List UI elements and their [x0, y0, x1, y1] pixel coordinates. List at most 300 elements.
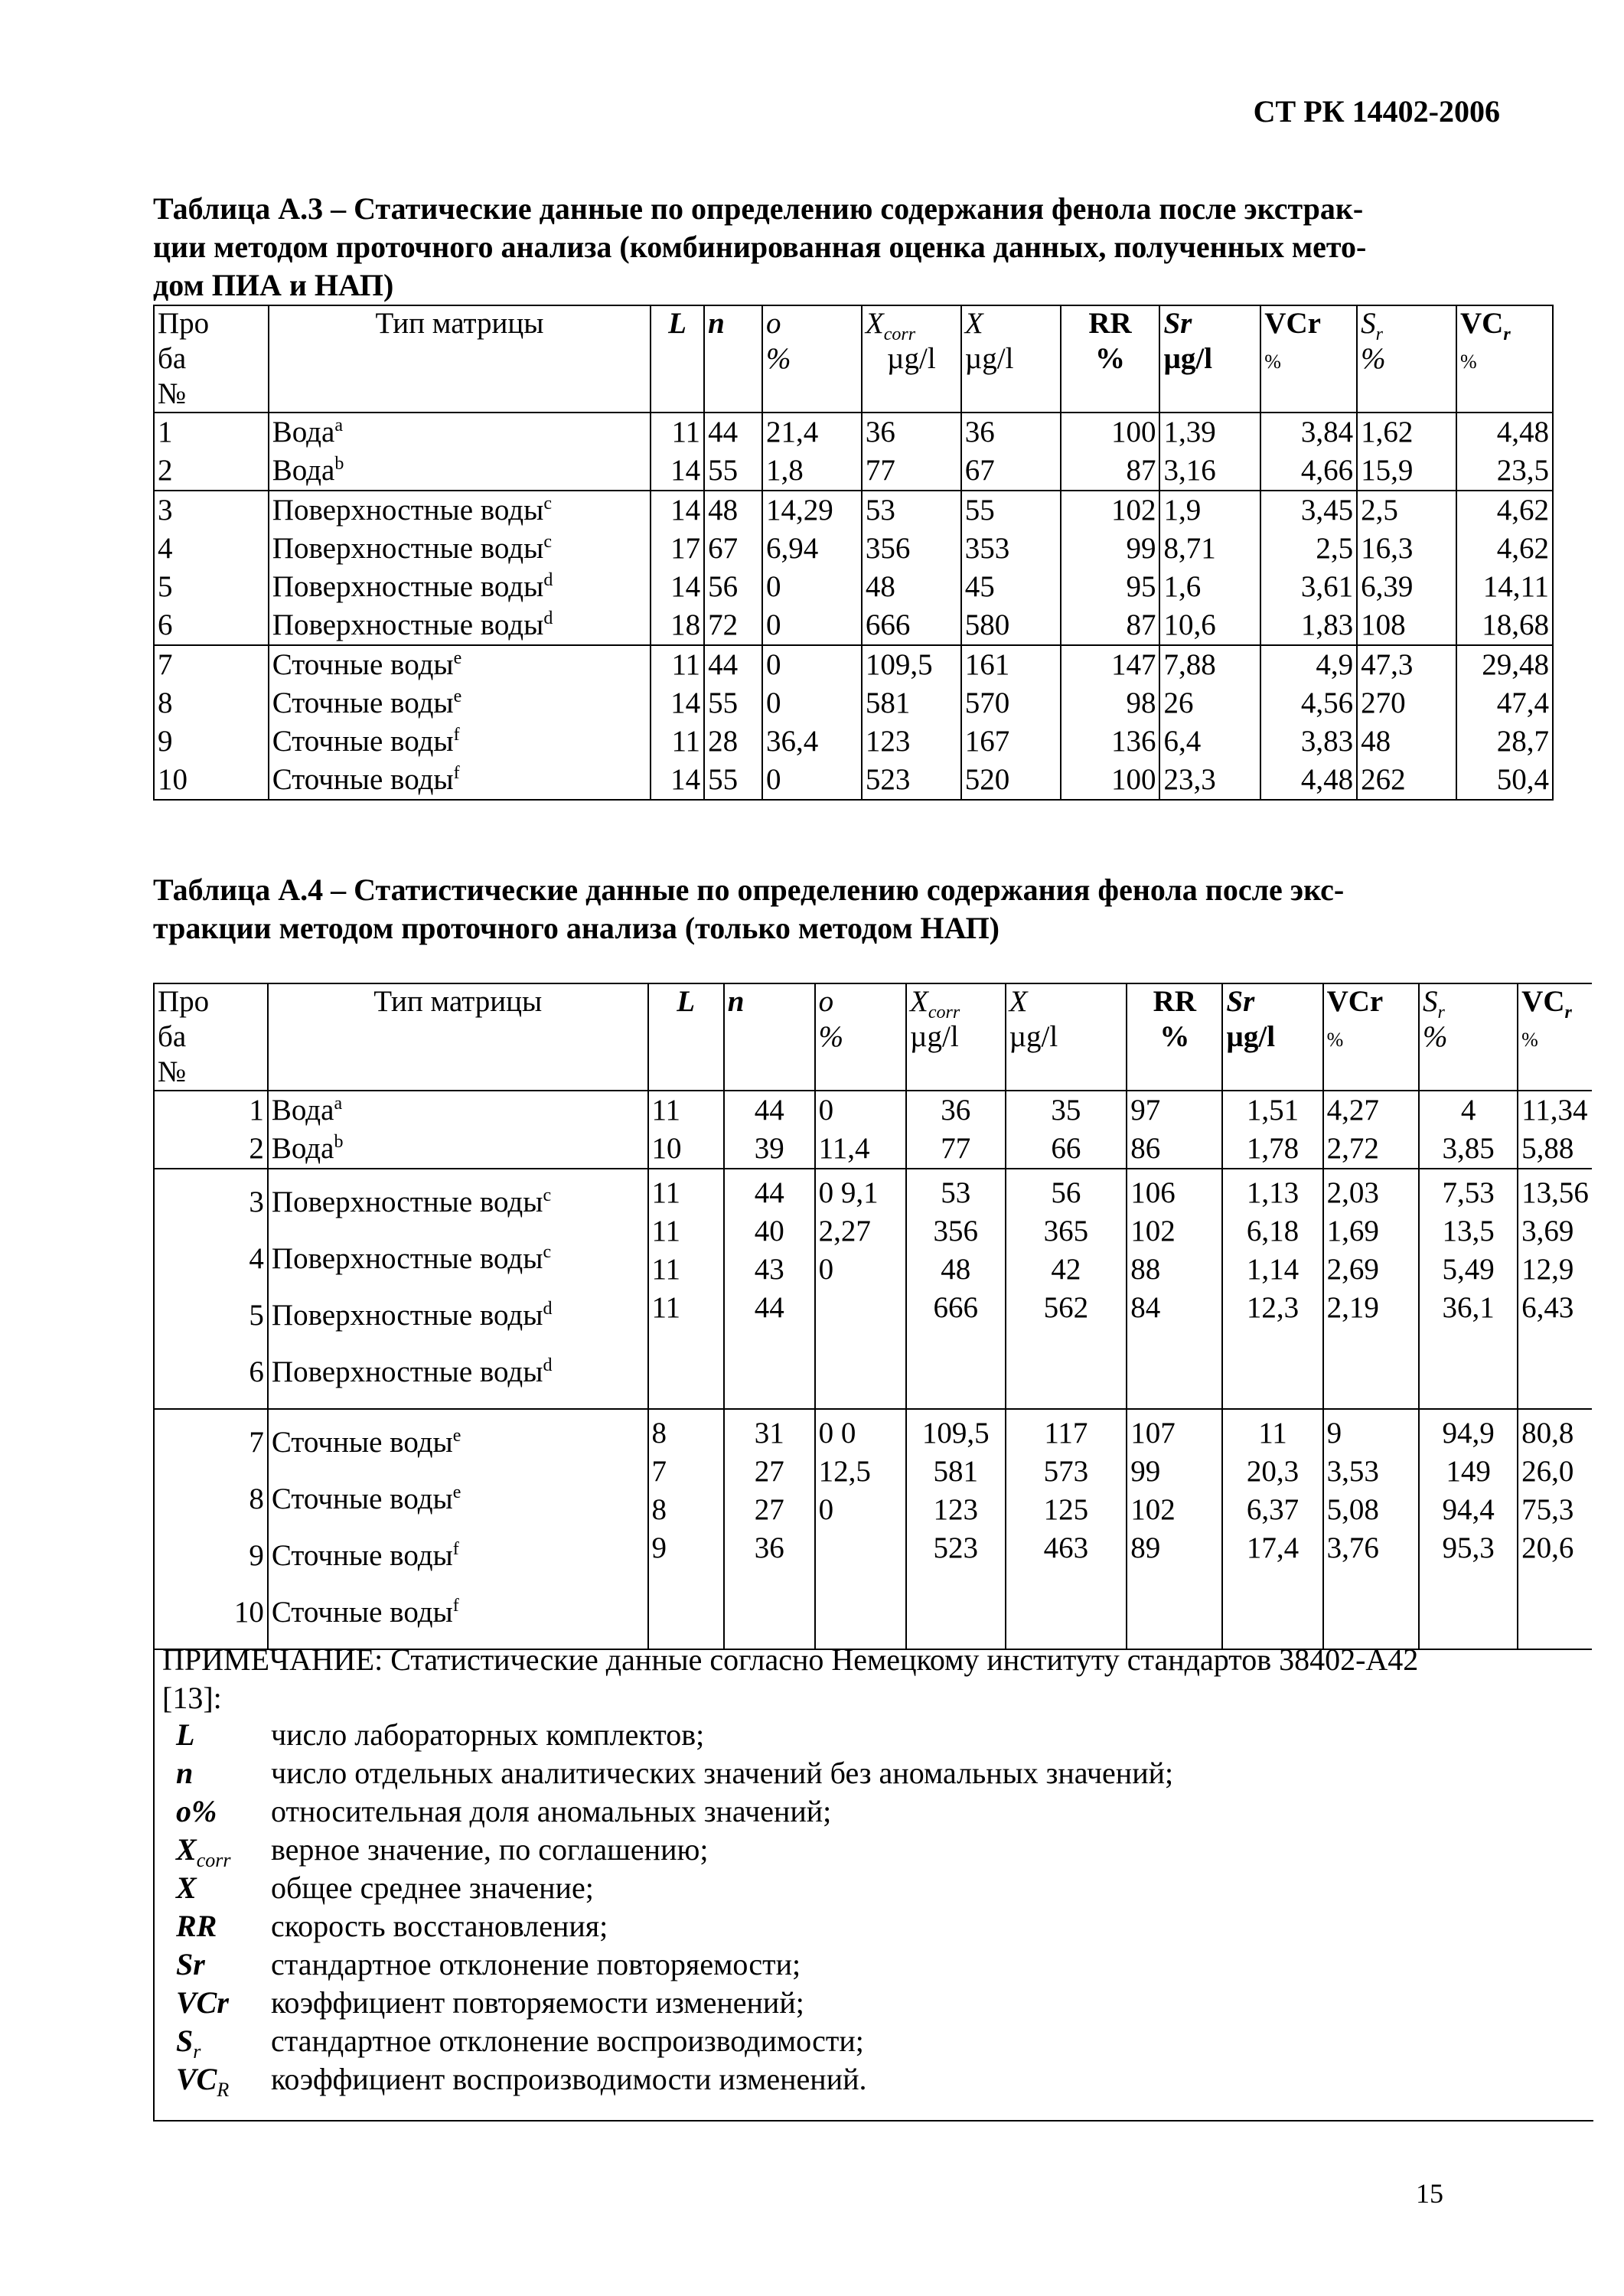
cell-n: 44	[754, 1176, 784, 1209]
cell-xcorr: 77	[862, 452, 961, 491]
cell-sr: 6,4	[1159, 722, 1260, 761]
col-rr-header: RR %	[1061, 305, 1160, 413]
cell-no: 6	[249, 1355, 264, 1388]
cell-vcr: 3,45	[1260, 491, 1357, 530]
cell-o: 12,5	[818, 1455, 871, 1488]
cell-sr: 1,51	[1246, 1094, 1300, 1127]
cell-no: 10	[154, 761, 269, 800]
cell-x: 161	[961, 645, 1061, 684]
col-sr-header: Sr µg/l	[1222, 983, 1322, 1091]
cell-vcR: 20,6	[1521, 1531, 1574, 1564]
cell-no-group	[154, 1409, 268, 1649]
cell-matrix: Поверхностные воды$^c$	[269, 530, 651, 568]
cell-rr: 98	[1061, 684, 1160, 722]
definition-text: верное значение, по соглашению;	[271, 1832, 709, 1867]
cell-sR: 262	[1357, 761, 1456, 800]
table-row	[154, 568, 1553, 606]
cell-sR: 149	[1446, 1455, 1491, 1488]
col-L-header: L	[648, 983, 724, 1091]
cell-n: 27	[754, 1493, 784, 1526]
cell-rr: 95	[1061, 568, 1160, 606]
cell-vcr: 1,83	[1260, 606, 1357, 645]
col-vcR-header: $VC_r$ %	[1456, 305, 1553, 413]
cell-no: 4	[154, 530, 269, 568]
cell-sR-group	[1419, 1409, 1518, 1649]
definition-symbol: $VC_R$	[176, 2062, 230, 2101]
cell-vcR: 47,4	[1456, 684, 1553, 722]
cell-no: 3	[154, 491, 269, 530]
col-xcorr-header: $X_{corr}$ µg/l	[906, 983, 1006, 1091]
cell-n: 44	[704, 645, 762, 684]
cell-o: 36,4	[762, 722, 862, 761]
definition-symbol: X	[176, 1870, 197, 1905]
definition-item	[176, 1984, 1173, 2022]
cell-vcr: 3,83	[1260, 722, 1357, 761]
cell-rr: 99	[1130, 1455, 1161, 1488]
cell-n: 55	[704, 761, 762, 800]
cell-L: 14	[651, 452, 704, 491]
cell-n: 27	[754, 1455, 784, 1488]
cell-o: 6,94	[762, 530, 862, 568]
cell-vcr: 9	[1326, 1417, 1342, 1450]
col-L-header: L	[651, 305, 704, 413]
cell-no: 1	[154, 413, 269, 452]
cell-n: 56	[704, 568, 762, 606]
table-row	[154, 761, 1553, 800]
table-row	[154, 606, 1553, 645]
cell-o: 2,27	[818, 1215, 871, 1247]
cell-o: 0	[762, 684, 862, 722]
cell-xcorr: 53	[862, 491, 961, 530]
cell-n: 48	[704, 491, 762, 530]
cell-L: 11	[651, 413, 704, 452]
cell-vcr: 3,61	[1260, 568, 1357, 606]
cell-no-group	[154, 1091, 268, 1169]
cell-x: 463	[1043, 1531, 1089, 1564]
cell-vcR: 18,68	[1456, 606, 1553, 645]
col-x-header: X µg/l	[1006, 983, 1127, 1091]
cell-xcorr: 356	[933, 1215, 979, 1247]
cell-rr: 99	[1061, 530, 1160, 568]
cell-L: 17	[651, 530, 704, 568]
cell-L: 8	[651, 1417, 667, 1450]
note-heading: ПРИМЕЧАНИЕ: Статистические данные согласно Немецкому институту стандартов 38402-А42 [13]:	[162, 1642, 1419, 1715]
col-n-header: n	[704, 305, 762, 413]
cell-no: 4	[249, 1242, 264, 1275]
cell-matrix: Поверхностные воды$^c$	[269, 491, 651, 530]
cell-rr-group	[1127, 1091, 1222, 1169]
cell-rr: 100	[1061, 413, 1160, 452]
cell-L: 10	[651, 1132, 682, 1165]
cell-x: 42	[1051, 1253, 1081, 1286]
cell-rr: 89	[1130, 1531, 1161, 1564]
definition-item	[176, 2022, 1173, 2063]
cell-n: 55	[704, 452, 762, 491]
cell-xcorr: 581	[933, 1455, 979, 1488]
cell-vcr: 4,27	[1326, 1094, 1379, 1127]
definition-text: число лабораторных комплектов;	[271, 1717, 705, 1752]
definition-symbol: $X_{corr}$	[176, 1832, 231, 1871]
col-vcr-header: VCr %	[1260, 305, 1357, 413]
col-rr-header: RR %	[1127, 983, 1222, 1091]
cell-matrix: Сточные воды$^e$	[271, 1426, 461, 1459]
cell-xcorr: 581	[862, 684, 961, 722]
cell-vcr: 3,53	[1326, 1455, 1379, 1488]
cell-L: 8	[651, 1493, 667, 1526]
cell-L: 11	[651, 1176, 681, 1209]
cell-L-group	[648, 1091, 724, 1169]
cell-n-group	[724, 1409, 815, 1649]
cell-no: 6	[154, 606, 269, 645]
cell-n-group	[724, 1091, 815, 1169]
cell-x: 562	[1043, 1291, 1089, 1324]
cell-vcR: 13,56	[1521, 1176, 1589, 1209]
cell-L: 11	[651, 1215, 681, 1247]
cell-vcr: 1,69	[1326, 1215, 1379, 1247]
definition-symbol: $S_r$	[176, 2024, 201, 2063]
cell-o: 0	[762, 645, 862, 684]
cell-sr: 1,14	[1246, 1253, 1300, 1286]
cell-n: 43	[754, 1253, 784, 1286]
cell-no: 8	[249, 1482, 264, 1515]
cell-n: 39	[754, 1132, 784, 1165]
cell-rr: 102	[1130, 1215, 1176, 1247]
cell-sR: 16,3	[1357, 530, 1456, 568]
col-probe-header: Про ба №	[154, 305, 269, 413]
cell-o: 0	[762, 606, 862, 645]
cell-x-group	[1006, 1409, 1127, 1649]
cell-vcr-group	[1323, 1091, 1419, 1169]
cell-matrix: Вода$^a$	[271, 1094, 343, 1127]
col-vcR-header: $VC_r$ %	[1518, 983, 1592, 1091]
cell-sr: 1,13	[1246, 1176, 1300, 1209]
definition-item	[176, 1792, 1173, 1831]
cell-sR: 3,85	[1442, 1132, 1495, 1165]
cell-L: 18	[651, 606, 704, 645]
cell-vcR: 23,5	[1456, 452, 1553, 491]
cell-rr: 86	[1130, 1132, 1161, 1165]
cell-vcR: 26,0	[1521, 1455, 1574, 1488]
definition-list	[176, 1716, 1173, 2099]
cell-sr: 12,3	[1246, 1291, 1300, 1324]
cell-vcR: 5,88	[1521, 1132, 1574, 1165]
col-sR-header: $S_r$ %	[1357, 305, 1456, 413]
cell-rr: 88	[1130, 1253, 1161, 1286]
cell-x: 67	[961, 452, 1061, 491]
cell-matrix: Поверхностные воды$^d$	[269, 606, 651, 645]
cell-xcorr: 77	[941, 1132, 971, 1165]
cell-xcorr: 523	[933, 1531, 979, 1564]
cell-rr: 102	[1061, 491, 1160, 530]
cell-no: 2	[154, 452, 269, 491]
cell-xcorr: 109,5	[862, 645, 961, 684]
cell-rr-group	[1127, 1169, 1222, 1409]
cell-xcorr: 523	[862, 761, 961, 800]
cell-sR: 48	[1357, 722, 1456, 761]
cell-vcr: 4,48	[1260, 761, 1357, 800]
cell-x: 353	[961, 530, 1061, 568]
table-a3	[153, 305, 1554, 801]
cell-no: 2	[249, 1132, 264, 1165]
cell-L: 11	[651, 722, 704, 761]
cell-L: 11	[651, 645, 704, 684]
cell-no: 5	[249, 1299, 264, 1332]
cell-rr: 147	[1061, 645, 1160, 684]
definition-symbol: n	[176, 1756, 194, 1790]
cell-sR: 6,39	[1357, 568, 1456, 606]
table-row	[154, 684, 1553, 722]
cell-L: 7	[651, 1455, 667, 1488]
cell-n: 44	[754, 1291, 784, 1324]
cell-vcR: 75,3	[1521, 1493, 1574, 1526]
cell-sr: 8,71	[1159, 530, 1260, 568]
cell-sR: 7,53	[1442, 1176, 1495, 1209]
cell-no: 7	[154, 645, 269, 684]
table-row	[154, 413, 1553, 452]
cell-x: 167	[961, 722, 1061, 761]
cell-sr: 6,37	[1246, 1493, 1300, 1526]
col-sr-header: Sr µg/l	[1159, 305, 1260, 413]
cell-x: 580	[961, 606, 1061, 645]
definition-item	[176, 1907, 1173, 1945]
cell-vcr: 4,56	[1260, 684, 1357, 722]
cell-n: 28	[704, 722, 762, 761]
cell-L: 11	[651, 1253, 681, 1286]
cell-sR: 15,9	[1357, 452, 1456, 491]
cell-matrix: Поверхностные воды$^c$	[271, 1242, 552, 1275]
cell-vcr-group	[1323, 1409, 1419, 1649]
cell-x: 117	[1044, 1417, 1088, 1450]
definition-symbol: o%	[176, 1794, 217, 1828]
cell-x: 365	[1043, 1215, 1089, 1247]
cell-n: 44	[754, 1094, 784, 1127]
cell-sr-group	[1222, 1409, 1322, 1649]
cell-vcr: 2,72	[1326, 1132, 1379, 1165]
cell-x: 573	[1043, 1455, 1089, 1488]
cell-L: 14	[651, 491, 704, 530]
cell-n: 36	[754, 1531, 784, 1564]
definition-symbol: Sr	[176, 1947, 205, 1981]
cell-matrix: Сточные воды$^f$	[269, 722, 651, 761]
table-row	[154, 722, 1553, 761]
cell-xcorr: 36	[862, 413, 961, 452]
cell-vcr: 2,69	[1326, 1253, 1379, 1286]
col-sR-header: $S_r$ %	[1419, 983, 1518, 1091]
cell-vcr: 5,08	[1326, 1493, 1379, 1526]
cell-x: 55	[961, 491, 1061, 530]
cell-rr: 97	[1130, 1094, 1161, 1127]
cell-sr: 1,9	[1159, 491, 1260, 530]
cell-x: 570	[961, 684, 1061, 722]
cell-x: 66	[1051, 1132, 1081, 1165]
cell-vcR: 6,43	[1521, 1291, 1574, 1324]
definition-text: общее среднее значение;	[271, 1870, 594, 1905]
cell-x: 36	[961, 413, 1061, 452]
cell-xcorr: 123	[862, 722, 961, 761]
cell-matrix: Вода$^b$	[271, 1132, 344, 1165]
cell-sr: 6,18	[1246, 1215, 1300, 1247]
cell-sr: 7,88	[1159, 645, 1260, 684]
cell-o: 0 9,1	[818, 1176, 879, 1209]
cell-o: 1,8	[762, 452, 862, 491]
cell-matrix: Поверхностные воды$^c$	[271, 1186, 552, 1218]
definition-text: стандартное отклонение воспроизводимости;	[271, 2024, 864, 2058]
cell-n-group	[724, 1169, 815, 1409]
cell-xcorr: 123	[933, 1493, 979, 1526]
cell-n: 40	[754, 1215, 784, 1247]
cell-vcR: 50,4	[1456, 761, 1553, 800]
cell-vcR: 28,7	[1456, 722, 1553, 761]
cell-xcorr: 53	[941, 1176, 971, 1209]
col-x-header: X µg/l	[961, 305, 1061, 413]
cell-matrix: Сточные воды$^e$	[269, 684, 651, 722]
table-a4-caption: Таблица А.4 – Статистические данные по определению содержания фенола после экс- тракции методом проточного анализа (только методом НАП)	[153, 872, 1345, 945]
standard-code: СТ РК 14402-2006	[1253, 94, 1500, 129]
cell-vcR: 12,9	[1521, 1253, 1574, 1286]
cell-sr: 11	[1258, 1417, 1287, 1450]
cell-o-group	[815, 1169, 906, 1409]
cell-matrix-group	[268, 1409, 648, 1649]
cell-rr: 136	[1061, 722, 1160, 761]
cell-x-group	[1006, 1169, 1127, 1409]
cell-matrix-group	[268, 1091, 648, 1169]
cell-no: 1	[249, 1094, 264, 1127]
definition-item	[176, 1754, 1173, 1792]
cell-no: 10	[233, 1596, 264, 1629]
cell-o: 0 0	[818, 1417, 856, 1450]
definition-item	[176, 1869, 1173, 1907]
cell-sR: 2,5	[1357, 491, 1456, 530]
cell-o-group	[815, 1409, 906, 1649]
cell-sR: 13,5	[1442, 1215, 1495, 1247]
cell-o: 0	[818, 1493, 834, 1526]
cell-matrix: Сточные воды$^f$	[271, 1539, 459, 1572]
cell-sr: 26	[1159, 684, 1260, 722]
cell-vcr: 2,03	[1326, 1176, 1379, 1209]
cell-vcR-group	[1518, 1169, 1592, 1409]
cell-sr: 3,16	[1159, 452, 1260, 491]
cell-xcorr-group	[906, 1169, 1006, 1409]
cell-n: 72	[704, 606, 762, 645]
col-matrix-header: Тип матрицы	[268, 983, 648, 1091]
cell-sr-group	[1222, 1091, 1322, 1169]
definition-text: коэффициент повторяемости изменений;	[271, 1985, 804, 2020]
cell-sR-group	[1419, 1091, 1518, 1169]
cell-vcR: 80,8	[1521, 1417, 1574, 1450]
table-row	[154, 530, 1553, 568]
table-note	[153, 1630, 1593, 2122]
cell-o: 21,4	[762, 413, 862, 452]
definition-item	[176, 1831, 1173, 1869]
cell-sr: 23,3	[1159, 761, 1260, 800]
cell-o: 0	[762, 568, 862, 606]
cell-sR: 5,49	[1442, 1253, 1495, 1286]
cell-sR: 36,1	[1442, 1291, 1495, 1324]
cell-xcorr: 48	[862, 568, 961, 606]
cell-sR: 94,4	[1442, 1493, 1495, 1526]
cell-matrix: Сточные воды$^e$	[269, 645, 651, 684]
cell-matrix: Сточные воды$^f$	[269, 761, 651, 800]
cell-rr-group	[1127, 1409, 1222, 1649]
cell-vcr: 4,66	[1260, 452, 1357, 491]
cell-rr: 87	[1061, 452, 1160, 491]
cell-xcorr: 666	[862, 606, 961, 645]
definition-symbol: L	[176, 1717, 195, 1752]
definition-text: число отдельных аналитических значений без аномальных значений;	[271, 1756, 1174, 1790]
definition-text: коэффициент воспроизводимости изменений.	[271, 2062, 867, 2096]
cell-sR: 270	[1357, 684, 1456, 722]
definition-item	[176, 2060, 1173, 2099]
cell-vcR: 4,62	[1456, 530, 1553, 568]
cell-no: 8	[154, 684, 269, 722]
col-o-header: o %	[815, 983, 906, 1091]
cell-xcorr: 356	[862, 530, 961, 568]
cell-o: 11,4	[818, 1132, 870, 1165]
cell-L: 9	[651, 1531, 667, 1564]
cell-no: 9	[154, 722, 269, 761]
cell-rr: 84	[1130, 1291, 1161, 1324]
col-vcr-header: VCr %	[1323, 983, 1419, 1091]
definition-symbol: RR	[176, 1909, 217, 1943]
page-number: 15	[1416, 2178, 1443, 2209]
table-a4	[153, 983, 1592, 1650]
col-n-header: n	[724, 983, 815, 1091]
definition-text: скорость восстановления;	[271, 1909, 608, 1943]
cell-matrix: Вода$^b$	[269, 452, 651, 491]
cell-xcorr-group	[906, 1409, 1006, 1649]
cell-L: 14	[651, 684, 704, 722]
cell-n: 67	[704, 530, 762, 568]
cell-L-group	[648, 1409, 724, 1649]
cell-o: 14,29	[762, 491, 862, 530]
table-group-row	[154, 1169, 1592, 1409]
cell-sr: 1,78	[1246, 1132, 1300, 1165]
table-a3-caption: Таблица А.3 – Статические данные по определению содержания фенола после экстрак- ции методом проточного анализа (комбинированная оценка данных, полученных мето- дом ПИА и НАП)	[153, 191, 1367, 302]
cell-no: 3	[249, 1186, 264, 1218]
cell-matrix: Поверхностные воды$^d$	[269, 568, 651, 606]
cell-x: 35	[1051, 1094, 1081, 1127]
cell-L: 14	[651, 568, 704, 606]
definition-item	[176, 1945, 1173, 1984]
cell-xcorr: 48	[941, 1253, 971, 1286]
cell-sR: 47,3	[1357, 645, 1456, 684]
cell-xcorr: 666	[933, 1291, 979, 1324]
cell-vcr: 4,9	[1260, 645, 1357, 684]
cell-sr: 10,6	[1159, 606, 1260, 645]
cell-sr: 1,39	[1159, 413, 1260, 452]
cell-x: 56	[1051, 1176, 1081, 1209]
cell-vcR: 14,11	[1456, 568, 1553, 606]
cell-sr-group	[1222, 1169, 1322, 1409]
cell-sR: 94,9	[1442, 1417, 1495, 1450]
cell-sR: 95,3	[1442, 1531, 1495, 1564]
cell-L: 11	[651, 1291, 681, 1324]
cell-rr: 87	[1061, 606, 1160, 645]
cell-rr: 106	[1130, 1176, 1176, 1209]
cell-L-group	[648, 1169, 724, 1409]
cell-xcorr: 36	[941, 1094, 971, 1127]
cell-sR: 4	[1460, 1094, 1476, 1127]
cell-o-group	[815, 1091, 906, 1169]
cell-vcr-group	[1323, 1169, 1419, 1409]
col-o-header: o %	[762, 305, 862, 413]
cell-xcorr: 109,5	[921, 1417, 990, 1450]
cell-vcR: 11,34	[1521, 1094, 1588, 1127]
table-header-row	[154, 983, 1592, 1091]
cell-no: 9	[249, 1539, 264, 1572]
cell-sR: 108	[1357, 606, 1456, 645]
cell-vcr: 2,5	[1260, 530, 1357, 568]
